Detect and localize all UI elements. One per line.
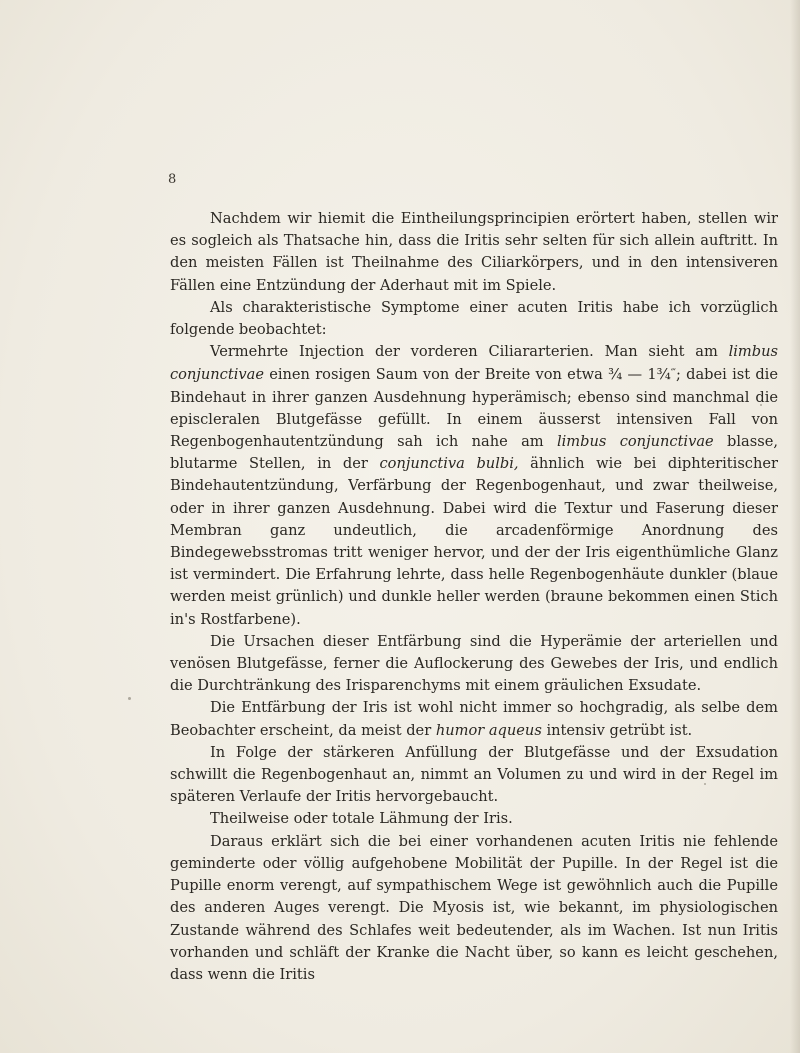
- fraction-measure: ¾ — 1¾: [608, 366, 671, 384]
- term-conjunctiva-bulbi: conjunctiva bulbi,: [379, 455, 519, 473]
- paragraph-6: In Folge der stärkeren Anfüllung der Blutgefässe und der Exsudation schwillt die Regenbogenhaut an, nimmt an Volumen zu und wird in der Regel im späteren Verlaufe der Iritis hervorgebaucht.: [170, 743, 778, 806]
- page-number: 8: [168, 172, 177, 187]
- fraction-unit: ‴: [670, 368, 676, 380]
- p5-text-a: Die Entfärbung der Iris ist wohl nicht immer so hochgradig, als selbe dem Beobachter erscheint, da meist der: [170, 699, 778, 739]
- paragraph-3: [170, 341, 778, 631]
- paragraph-8: Daraus erklärt sich die bei einer vorhandenen acuten Iritis nie fehlende geminderte oder völlig aufgehobene Mobilität der Pupille. In der Regel ist die Pupille enorm verengt, auf sympathischem Wege ist gewöhnlich auch die Pupille des anderen Auges verengt. Die Myosis ist, wie bekannt, im physiologischen Zustande während des Schlafes weit bedeutender, als im Wachen. Ist nun Iritis vorhanden und schläft der Kranke die Nacht über, so kann es leicht geschehen, dass wenn die Iritis: [170, 832, 778, 983]
- paper-speck: [704, 783, 706, 785]
- p3-text-c: ; dabei ist die Bindehaut in ihrer ganzen Ausdehnung hyperämisch; ebenso sind manchmal die episcleralen Blutgefässe gefüllt. In einem äusserst intensiven Fall von Regenbogenhautentzündung sah ich nahe am: [170, 366, 778, 451]
- term-limbus-conjunctivae: limbus conjunctivae: [170, 343, 778, 384]
- p3-text-a: Vermehrte Injection der vorderen Ciliararterien. Man sieht am: [210, 343, 729, 361]
- p3-text-e: ähnlich wie bei diphteritischer Bindehautentzündung, Verfärbung der Regenbogenhaut, und zwar theilweise, oder in ihrer ganzen Ausdehnung. Dabei wird die Textur und Faserung dieser Membran ganz undeutlich, die arcadenförmige Anordnung des Bindegewebsstromas tritt weniger hervor, und der der Iris eigenthümliche Glanz ist vermindert. Die Erfahrung lehrte, dass helle Regenbogenhäute dunkler (blaue werden meist grünlich) und dunkle heller werden (braune bekommen einen Stich in's Rostfarbene).: [170, 455, 778, 628]
- paragraph-4: Die Ursachen dieser Entfärbung sind die Hyperämie der arteriellen und venösen Blutgefässe, ferner die Auflockerung des Gewebes der Iris, und endlich die Durchtränkung des Irisparenchyms mit einem gräulichen Exsudate.: [170, 632, 778, 695]
- term-limbus-conjunctivae-2: limbus conjunctivae: [556, 433, 714, 451]
- paper-speck: [128, 697, 131, 700]
- paragraph-2: Als charakteristische Symptome einer acuten Iritis habe ich vorzüglich folgende beobachtet:: [170, 298, 778, 339]
- paragraph-7: Theilweise oder totale Lähmung der Iris.: [210, 810, 513, 828]
- p3-text-d: blasse, blutarme Stellen, in der: [170, 433, 778, 473]
- p3-text-b: einen rosigen Saum von der Breite von etwa: [263, 366, 609, 384]
- paragraph-1: Nachdem wir hiemit die Eintheilungsprincipien erörtert haben, stellen wir es sogleich als Thatsache hin, dass die Iritis sehr selten für sich allein auftritt. In den meisten Fällen ist Theilnahme des Ciliarkörpers, und in den intensiveren Fällen eine Entzündung der Aderhaut mit im Spiele.: [170, 210, 778, 294]
- paragraph-5: [170, 697, 778, 741]
- p5-text-b: intensiv getrübt ist.: [541, 721, 693, 739]
- body-text: [170, 208, 778, 986]
- term-humor-aqueus: humor aqueus: [435, 721, 542, 739]
- page-edge-shadow: [790, 0, 800, 1053]
- paper-speck: [760, 404, 762, 406]
